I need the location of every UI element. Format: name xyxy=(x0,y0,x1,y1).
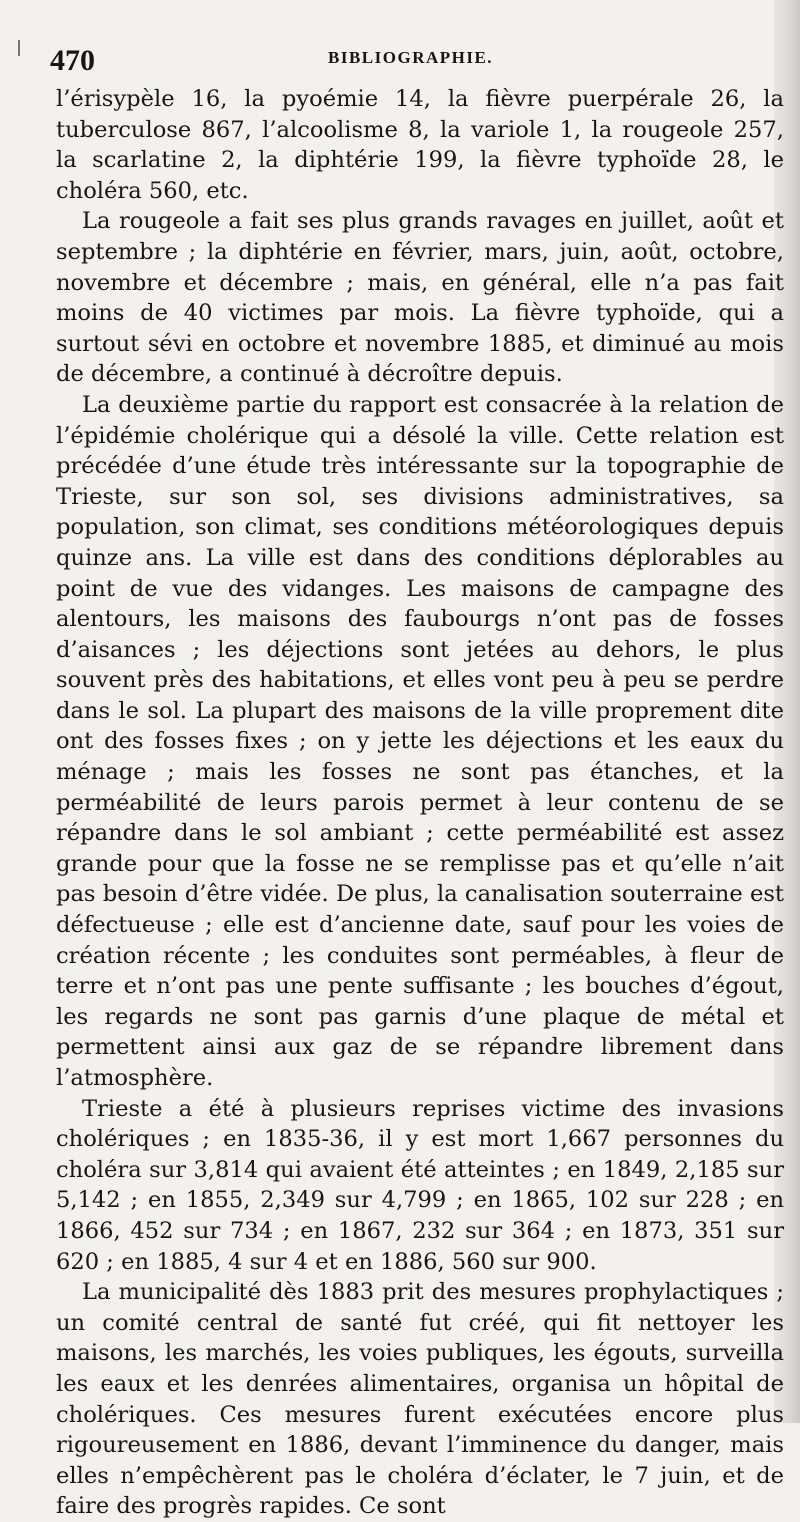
paragraph-4: Trieste a été à plusieurs reprises victime des invasions cholériques ; en 1835-36, il y est mort 1,667 personnes du choléra sur 3,814 qui avaient été atteintes ; en 1849, 2,185 sur 5,142 ; en 1855, 2,349 sur 4,799 ; en 1865, 102 sur 228 ; en 1866, 452 sur 734 ; en 1867, 232 sur 364 ; en 1873, 351 sur 620 ; en 1885, 4 sur 4 et en 1886, 560 sur 900. xyxy=(56,1095,784,1275)
running-title: BIBLIOGRAPHIE. xyxy=(328,48,494,67)
paragraph-1: l’érisypèle 16, la pyoémie 14, la fièvre puerpérale 26, la tuberculose 867, l’alcoolisme 8, la variole 1, la rougeole 257, la scarlatine 2, la diphtérie 199, la fièvre typhoïde 28, le choléra 560, etc. xyxy=(56,86,784,204)
paragraph-3: La deuxième partie du rapport est consacrée à la relation de l’épidémie cholérique qui a désolé la ville. Cette relation est précédée d’une étude très intéressante sur la topographie de Trieste, sur son sol, ses divisions administratives, sa population, son climat, ses conditions météorologiques depuis quinze ans. La ville est dans des conditions déplorables au point de vue des vidanges. Les maisons de campagne des alentours, les maisons des faubourgs n’ont pas de fosses d’aisances ; les déjections sont jetées au dehors, le plus souvent près des habitations, et elles vont peu à peu se perdre dans le sol. La plupart des maisons de la ville proprement dite ont des fosses fixes ; on y jette les déjections et les eaux du ménage ; mais les fosses ne sont pas étanches, et la perméabilité de leurs parois permet à leur contenu de se répandre dans le sol ambiant ; cette perméabilité est assez grande pour que la fosse ne se remplisse pas et qu’elle n’ait pas besoin d’être vidée. De plus, la canalisation souterraine est défectueuse ; elle est d’ancienne date, sauf pour les voies de création récente ; les conduites sont perméables, à fleur de terre et n’ont pas une pente suffisante ; les bouches d’égout, les regards ne sont pas garnis d’une plaque de métal et permettent ainsi aux gaz de se répandre librement dans l’atmosphère. xyxy=(56,391,784,1091)
margin-tick-mark xyxy=(18,40,20,56)
running-head xyxy=(50,40,784,84)
paragraph-2: La rougeole a fait ses plus grands ravages en juillet, août et septembre ; la diphtérie en février, mars, juin, août, octobre, novembre et décembre ; mais, en général, elle n’a pas fait moins de 40 victimes par mois. La fièvre typhoïde, qui a surtout sévi en octobre et novembre 1885, et diminué au mois de décembre, a continué à décroître depuis. xyxy=(56,208,784,388)
paragraph-5: La municipalité dès 1883 prit des mesures prophylactiques ; un comité central de santé fut créé, qui fit nettoyer les maisons, les marchés, les voies publiques, les égouts, surveilla les eaux et les denrées alimentaires, organisa un hôpital de cholériques. Ces mesures furent exécutées encore plus rigoureusement en 1886, devant l’imminence du danger, mais elles n’empêchèrent pas le choléra d’éclater, le 7 juin, et de faire des progrès rapides. Ce sont xyxy=(56,1279,784,1520)
book-page xyxy=(50,40,784,1522)
page-number: 470 xyxy=(50,44,95,77)
body-text xyxy=(56,84,784,1522)
